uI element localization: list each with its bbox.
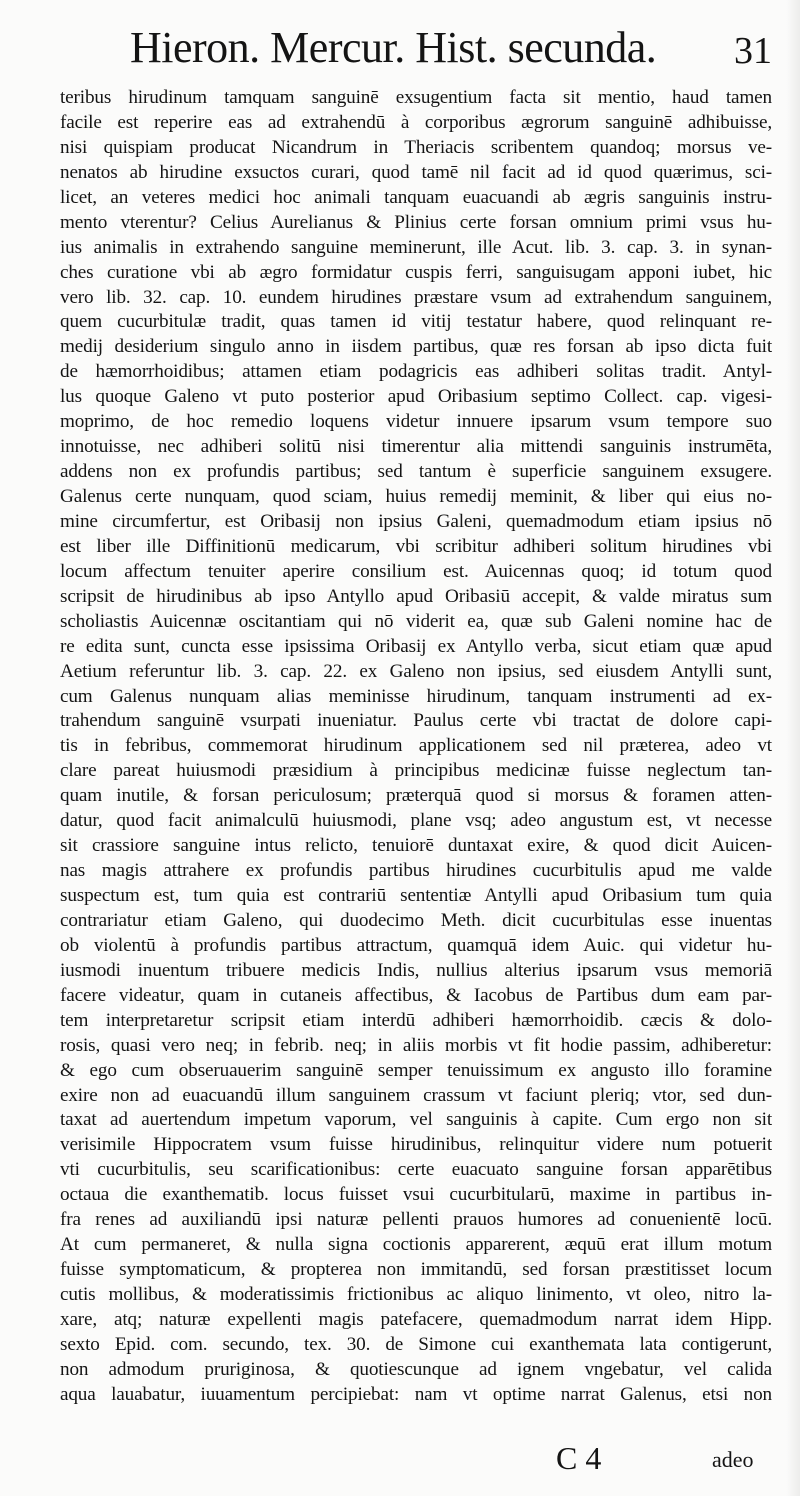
text-line: facere videatur, quam in cutaneis affectibus, & Iacobus de Partibus dum eam par- <box>60 984 772 1006</box>
signature-mark: C 4 <box>556 1440 602 1476</box>
text-line: nisi quispiam producat Nicandrum in Theriacis scribentem quandoq; morsus ve- <box>60 136 772 158</box>
text-line: mento vterentur? Celius Aurelianus & Plinius certe forsan omnium primi vsus hu- <box>60 211 772 233</box>
text-line: taxat ad auertendum impetum vaporum, vel sanguinis à capite. Cum ergo non sit <box>60 1109 772 1131</box>
text-line: iusmodi inuentum tribuere medicis Indis, nullius alterius ipsarum vsus memoriā <box>60 959 772 981</box>
text-line: est liber ille Diffinitionū medicarum, vbi scribitur adhiberi solitum hirudines vbi <box>60 535 772 557</box>
text-line: ches curatione vbi ab ægro formidatur cuspis ferri, sanguisugam apponi iubet, hic <box>60 261 772 283</box>
page-edge-shadow <box>786 0 800 1496</box>
text-line: innotuisse, nec adhiberi solitū nisi timerentur alia mittendi sanguinis instrumēta, <box>60 436 772 458</box>
text-line: mine circumfertur, est Oribasij non ipsius Galeni, quemadmodum etiam ipsius nō <box>60 510 772 532</box>
text-line: teribus hirudinum tamquam sanguinē exsugentium facta sit mentio, haud tamen <box>60 87 772 108</box>
text-line: clare pareat huiusmodi præsidium à principibus medicinæ fuisse neglectum tan- <box>60 760 772 782</box>
text-line: moprimo, de hoc remedio loquens videtur innuere ipsarum vsum tempore suo <box>60 411 772 433</box>
text-line: re edita sunt, cuncta esse ipsissima Oribasij ex Antyllo verba, sicut etiam quæ apud <box>60 635 772 657</box>
text-line: trahendum sanguinē vsurpati inueniatur. Paulus certe vbi tractat de dolore capi- <box>60 710 772 732</box>
text-line: scripsit de hirudinibus ab ipso Antyllo apud Oribasiū accepit, & valde miratus sum <box>60 585 772 607</box>
text-line: Aetium referuntur lib. 3. cap. 22. ex Galeno non ipsius, sed eiusdem Antylli sunt, <box>60 660 772 682</box>
text-line: quem cucurbitulæ tradit, quas tamen id vitij testatur habere, quod relinquant re- <box>60 311 772 333</box>
text-line: nenatos ab hirudine exsuctos curari, quod tamē nil facit ad id quod quærimus, sci- <box>60 161 772 183</box>
page-number: 31 <box>734 30 772 72</box>
text-line: fra renes ad auxiliandū ipsi naturæ pellenti prauos humores ad conuenientē locū. <box>60 1209 772 1231</box>
text-line: cutis mollibus, & moderatissimis frictionibus ac aliquo linimento, vt oleo, nitro la- <box>60 1284 772 1305</box>
text-line: lus quoque Galeno vt puto posterior apud Oribasium septimo Collect. cap. vigesi- <box>60 386 772 408</box>
page-header <box>0 22 800 82</box>
text-line: sexto Epid. com. secundo, tex. 30. de Simone cui exanthemata lata contigerunt, <box>60 1333 772 1355</box>
text-line: At cum permaneret, & nulla signa coctionis apparerent, æquū erat illum motum <box>60 1234 772 1256</box>
text-line: xare, atq; naturæ expellenti magis patefacere, quemadmodum narrat idem Hipp. <box>60 1308 772 1330</box>
text-line: locum affectum tenuiter aperire consilium est. Auicennas quoq; id totum quod <box>60 560 772 582</box>
text-line: fuisse symptomaticum, & propterea non immitandū, sed forsan præstitisset locum <box>60 1259 772 1281</box>
text-line: ob violentū à profundis partibus attractum, quamquā idem Auic. qui videtur hu- <box>60 934 772 956</box>
body-text <box>60 86 772 1408</box>
text-line: octaua die exanthematib. locus fuisset vsui cucurbitularū, maxime in partibus in- <box>60 1184 772 1206</box>
catchword: adeo <box>712 1447 754 1472</box>
text-line: de hæmorrhoidibus; attamen etiam podagricis eas adhiberi solitas tradit. Antyl- <box>60 361 772 383</box>
text-line: licet, an veteres medici hoc animali tanquam euacuandi ab ægris sanguinis instru- <box>60 186 772 208</box>
text-line: addens non ex profundis partibus; sed tantum è superficie sanguinem exsugere. <box>60 461 772 483</box>
text-line: scholiastis Auicennæ oscitantiam qui nō viderit ea, quæ sub Galeni nomine hac de <box>60 610 772 632</box>
text-line: tis in febribus, commemorat hirudinum applicationem sed nil præterea, adeo vt <box>60 735 772 757</box>
text-line: aqua lauabatur, iuuamentum percipiebat: nam vt optime narrat Galenus, etsi non <box>60 1383 772 1405</box>
text-line: contrariatur etiam Galeno, qui duodecimo Meth. dicit cucurbitulas esse inuentas <box>60 909 772 931</box>
running-title: Hieron. Mercur. Hist. secunda. <box>130 23 657 72</box>
text-line: tem interpretaretur scripsit etiam interdū adhiberi hæmorrhoidib. cæcis & dolo- <box>60 1009 772 1031</box>
text-line: datur, quod facit animalculū huiusmodi, plane vsq; adeo angustum est, vt necesse <box>60 810 772 832</box>
text-line: medij desiderium singulo anno in iisdem partibus, quæ res forsan ab ipso dicta fuit <box>60 336 772 358</box>
text-line: & ego cum obseruauerim sanguinē semper tenuissimum ex angusto illo foramine <box>60 1059 772 1081</box>
text-line: exire non ad euacuandū illum sanguinem crassum vt faciunt pleriq; vtor, sed dun- <box>60 1084 772 1106</box>
text-line: cum Galenus nunquam alias meminisse hirudinum, tanquam instrumenti ad ex- <box>60 685 772 707</box>
text-line: Galenus certe nunquam, quod sciam, huius remedij meminit, & liber qui eius no- <box>60 486 772 507</box>
text-line: suspectum est, tum quia est contrariū sententiæ Antylli apud Oribasium tum quia <box>60 885 772 906</box>
page-footer <box>0 1440 800 1480</box>
text-line: facile est reperire eas ad extrahendū à corporibus ægrorum sanguinē adhibuisse, <box>60 111 772 133</box>
text-line: nas magis attrahere ex profundis partibus hirudines cucurbitulis apud me valde <box>60 860 772 882</box>
text-line: sit crassiore sanguine intus relicto, tenuiorē duntaxat exire, & quod dicit Auicen- <box>60 835 772 857</box>
text-line: rosis, quasi vero neq; in febrib. neq; in aliis morbis vt fit hodie passim, adhiberetur: <box>60 1034 772 1056</box>
text-line: verisimile Hippocratem vsum fuisse hirudinibus, relinquitur videre num potuerit <box>60 1134 772 1156</box>
text-line: non admodum pruriginosa, & quotiescunque ad ignem vngebatur, vel calida <box>60 1358 772 1380</box>
text-line: quam inutile, & forsan periculosum; præterquā quod si morsus & foramen atten- <box>60 785 772 807</box>
text-line: vero lib. 32. cap. 10. eundem hirudines præstare vsum ad extrahendum sanguinem, <box>60 286 772 308</box>
text-line: ius animalis in extrahendo sanguine meminerunt, ille Acut. lib. 3. cap. 3. in synan- <box>60 236 772 258</box>
text-line: vti cucurbitulis, seu scarificationibus: certe euacuato sanguine forsan apparētibus <box>60 1159 772 1181</box>
